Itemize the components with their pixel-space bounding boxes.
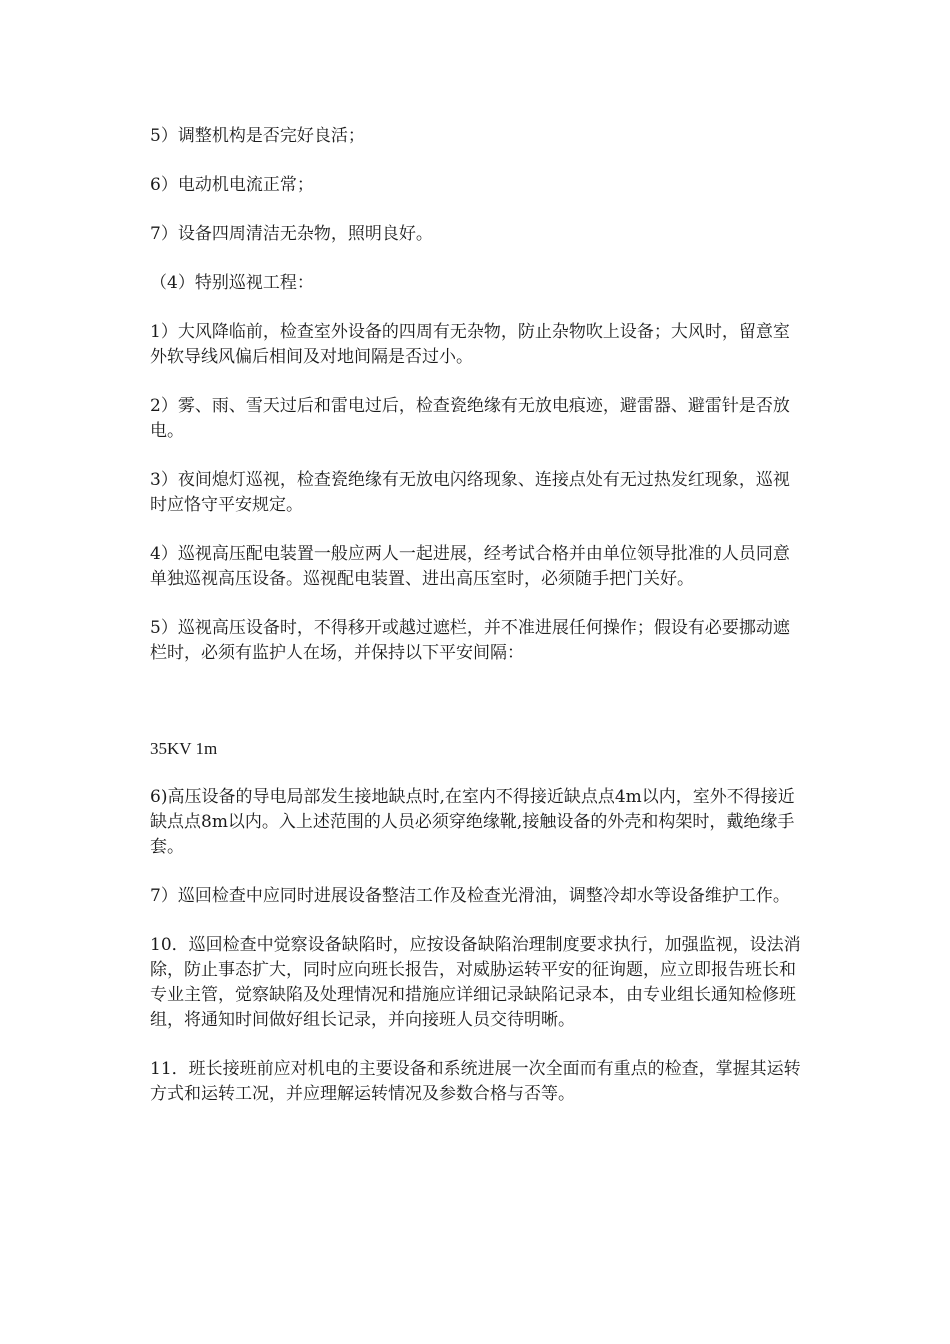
paragraph-special-2-fog-rain-snow: 2）雾、雨、雪天过后和雷电过后，检查瓷绝缘有无放电痕迹，避雷器、避雷针是否放电。 [150, 396, 790, 441]
paragraph-item-5-adjust-mechanism: 5）调整机构是否完好良活； [150, 126, 365, 146]
paragraph-special-3-night-inspection: 3）夜间熄灯巡视，检查瓷绝缘有无放电闪络现象、连接点处有无过热发红现象，巡视时应恪守平安规定。 [150, 470, 790, 515]
paragraph-special-7-cleaning-lubrication: 7）巡回检查中应同时进展设备整洁工作及检查光滑油，调整冷却水等设备维护工作。 [150, 886, 790, 906]
paragraph-special-4-two-person-inspection: 4）巡视高压配电装置一般应两人一起进展，经考试合格并由单位领导批准的人员同意单独巡视高压设备。巡视配电装置、进出高压室时，必须随手把门关好。 [150, 544, 790, 589]
paragraph-special-1-strong-wind: 1）大风降临前，检查室外设备的四周有无杂物，防止杂物吹上设备；大风时，留意室外软导线风偏后相间及对地间隔是否过小。 [150, 322, 790, 367]
document-body [150, 124, 806, 1131]
paragraph-11-shift-leader-check: 11．班长接班前应对机电的主要设备和系统进展一次全面而有重点的检查，掌握其运转方式和运转工况，并应理解运转情况及参数合格与否等。 [150, 1059, 801, 1104]
paragraph-special-6-ground-fault: 6)高压设备的导电局部发生接地缺点时,在室内不得接近缺点点4m以内，室外不得接近缺点点8m以内。入上述范围的人员必须穿绝缘靴,接触设备的外壳和构架时，戴绝缘手套。 [150, 787, 795, 857]
paragraph-special-5-barrier-rules: 5）巡视高压设备时，不得移开或越过遮栏，并不准进展任何操作；假设有必要挪动遮栏时，必须有监护人在场，并保持以下平安间隔： [150, 618, 790, 663]
paragraph-item-7-clean-surroundings: 7）设备四周清洁无杂物，照明良好。 [150, 224, 433, 244]
safety-distance-value: 35KV 1m [150, 739, 218, 758]
paragraph-10-defect-handling: 10．巡回检查中觉察设备缺陷时，应按设备缺陷治理制度要求执行，加强监视，设法消除，防止事态扩大，同时应向班长报告，对威胁运转平安的征询题，应立即报告班长和专业主管，觉察缺陷及处理情况和措施应详细记录缺陷记录本，由专业组长通知检修班组，将通知时间做好组长记录，并向接班人员交待明晰。 [150, 935, 801, 1030]
paragraph-item-6-motor-current: 6）电动机电流正常； [150, 175, 314, 195]
section-heading-special-inspection: （4）特别巡视工程： [150, 273, 314, 293]
